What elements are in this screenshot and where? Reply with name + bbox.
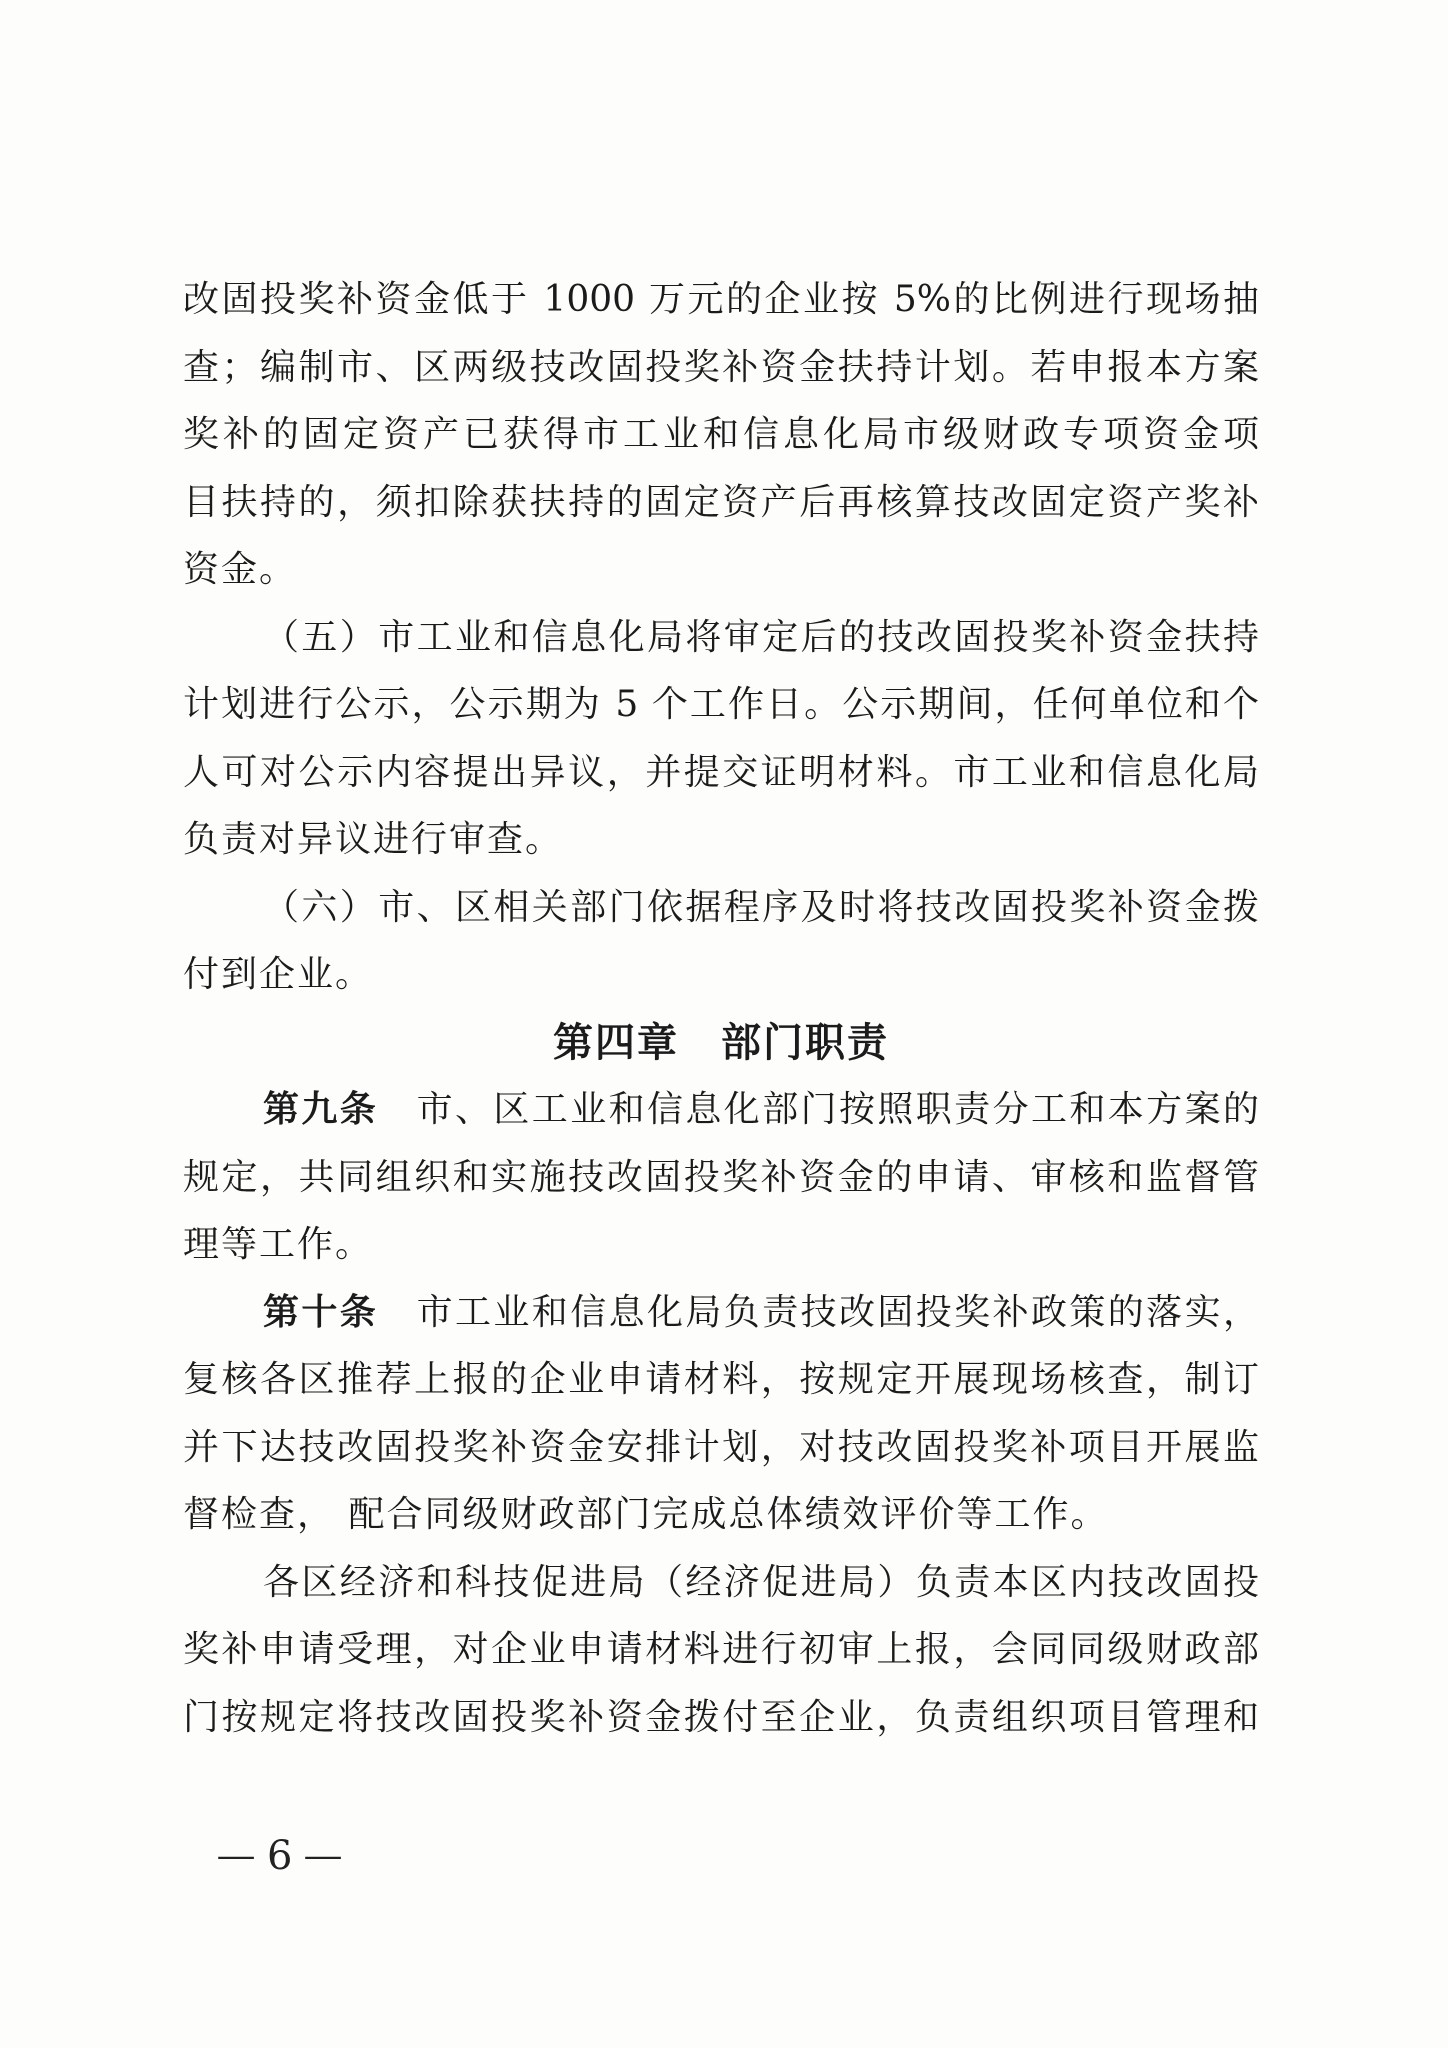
text-line: 负责对异议进行审查。 bbox=[183, 819, 564, 860]
text-line: （五）市工业和信息化局将审定后的技改固投奖补资金扶持 bbox=[263, 616, 1259, 658]
text-line: 奖补申请受理，对企业申请材料进行初审上报，会同同级财政部 bbox=[183, 1629, 1259, 1670]
page-number: 6 bbox=[267, 1833, 293, 1879]
text-line: 计划进行公示，公示期为 5 个工作日。公示期间，任何单位和个 bbox=[183, 684, 1259, 725]
paragraph bbox=[183, 1279, 1259, 1549]
article-number: 第九条 bbox=[263, 1088, 379, 1130]
text-line: 资金。 bbox=[183, 549, 298, 590]
page-footer bbox=[216, 1833, 344, 1879]
text-line: 督检查， 配合同级财政部门完成总体绩效评价等工作。 bbox=[183, 1494, 1109, 1535]
footer-right-dash: — bbox=[303, 1836, 344, 1876]
text-line: 复核各区推荐上报的企业申请材料，按规定开展现场核查，制订 bbox=[183, 1359, 1259, 1400]
paragraph bbox=[183, 1076, 1259, 1279]
text-line: 改固投奖补资金低于 1000 万元的企业按 5%的比例进行现场抽 bbox=[183, 279, 1259, 320]
paragraph bbox=[183, 604, 1259, 874]
text-line: 各区经济和科技促进局（经济促进局）负责本区内技改固投 bbox=[263, 1561, 1259, 1603]
text-line: 目扶持的，须扣除获扶持的固定资产后再核算技改固定资产奖补 bbox=[183, 481, 1259, 523]
text-line: 查；编制市、区两级技改固投奖补资金扶持计划。若申报本方案 bbox=[183, 346, 1259, 388]
text-line: 奖补的固定资产已获得市工业和信息化局市级财政专项资金项 bbox=[183, 414, 1259, 455]
footer-left-dash: — bbox=[216, 1836, 256, 1876]
article-number: 第十条 bbox=[263, 1290, 379, 1333]
text-line: 规定，共同组织和实施技改固投奖补资金的申请、审核和监督管 bbox=[183, 1156, 1259, 1198]
text-line: 理等工作。 bbox=[183, 1224, 374, 1265]
document-body bbox=[183, 266, 1259, 1751]
chapter-heading: 第四章 部门职责 bbox=[553, 1018, 889, 1066]
paragraph bbox=[183, 874, 1259, 1009]
text-line: 第九条 市、区工业和信息化部门按照职责分工和本方案的 bbox=[263, 1088, 1259, 1130]
paragraph bbox=[183, 266, 1259, 604]
text-line: 人可对公示内容提出异议，并提交证明材料。市工业和信息化局 bbox=[183, 751, 1259, 793]
text-line: 付到企业。 bbox=[183, 954, 374, 995]
paragraph bbox=[183, 1549, 1259, 1752]
text-line: 第十条 市工业和信息化局负责技改固投奖补政策的落实， bbox=[263, 1290, 1259, 1333]
text-line: 门按规定将技改固投奖补资金拨付至企业，负责组织项目管理和 bbox=[183, 1696, 1259, 1738]
text-line: 并下达技改固投奖补资金安排计划，对技改固投奖补项目开展监 bbox=[183, 1426, 1259, 1468]
text-line: （六）市、区相关部门依据程序及时将技改固投奖补资金拨 bbox=[263, 886, 1259, 928]
